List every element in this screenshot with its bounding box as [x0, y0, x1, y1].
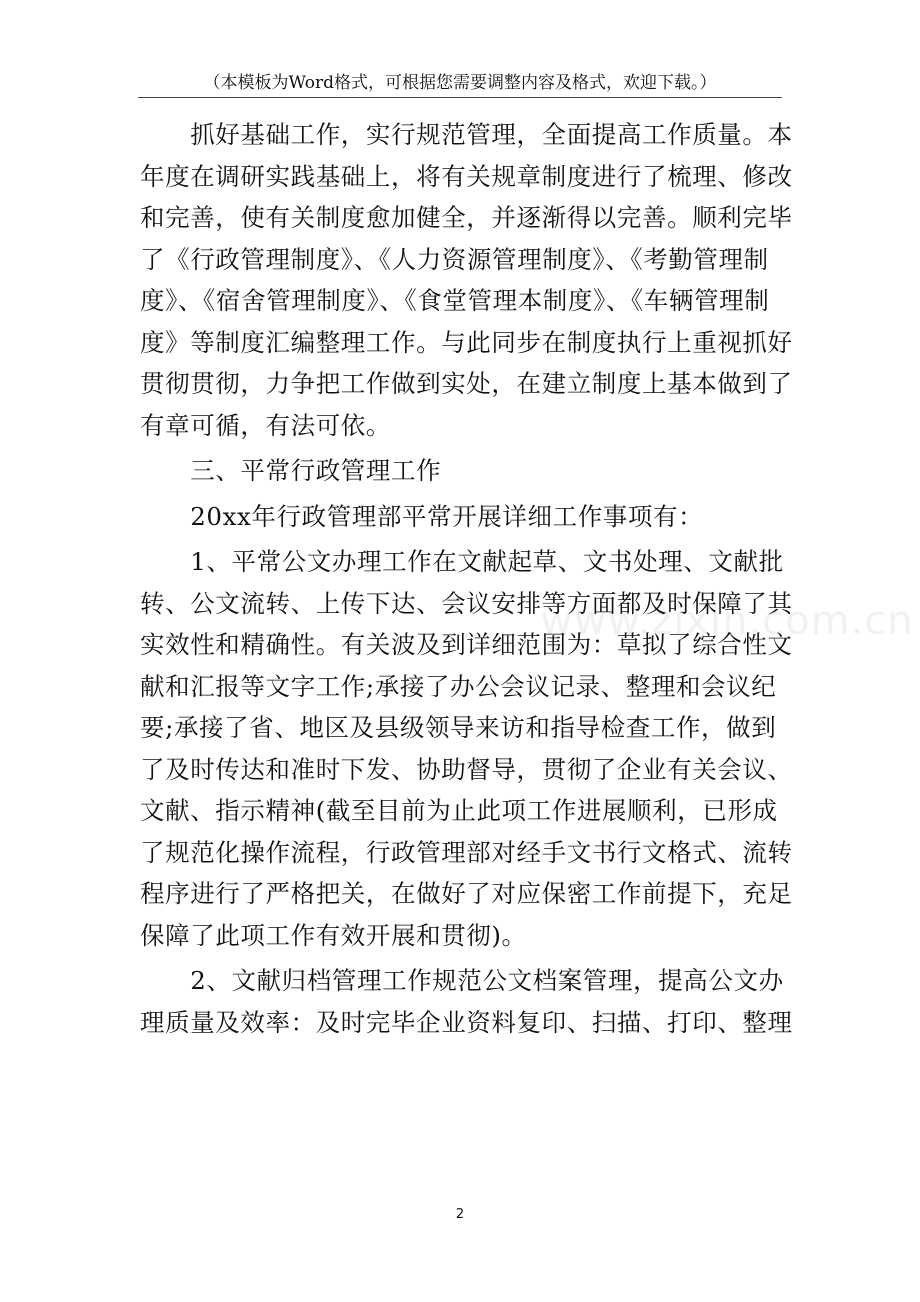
text-line: 度》等制度汇编整理工作。与此同步在制度执行上重视抓好 — [140, 327, 793, 357]
text-line: 了《行政管理制度》、《人力资源管理制度》、《考勤管理制 — [140, 244, 769, 274]
paragraph — [140, 496, 800, 538]
paragraph — [140, 114, 800, 446]
text-line: 保障了此项工作有效开展和贯彻)。 — [140, 920, 527, 950]
text-line: 了及时传达和准时下发、协助督导，贯彻了企业有关会议、 — [140, 754, 793, 784]
text-line: 2、文献归档管理工作规范公文档案管理，提高公文办 — [140, 966, 784, 995]
text-line: 献和汇报等文字工作;承接了办公会议记录、整理和会议纪 — [140, 671, 777, 701]
text-line: 三、平常行政管理工作 — [140, 456, 442, 485]
text-line: 实效性和精确性。有关波及到详细范围为：草拟了综合性文 — [140, 630, 793, 659]
page-number: 2 — [455, 1207, 465, 1222]
text-line: 贯彻贯彻，力争把工作做到实处，在建立制度上基本做到了 — [140, 369, 793, 398]
text-line: 和完善，使有关制度愈加健全，并逐渐得以完善。顺利完毕 — [140, 203, 793, 232]
text-line: 1、平常公文办理工作在文献起草、文书处理、文献批 — [140, 547, 784, 576]
text-line: 有章可循，有法可依。 — [140, 410, 391, 440]
text-line: 年度在调研实践基础上，将有关规章制度进行了梳理、修改 — [140, 161, 793, 191]
text-line: 要;承接了省、地区及县级领导来访和指导检查工作，做到 — [140, 713, 777, 742]
document-body — [140, 114, 800, 1043]
text-line: 20xx年行政管理部平常开展详细工作事项有： — [140, 501, 704, 531]
paragraph — [140, 960, 800, 1043]
text-line: 度》、《宿舍管理制度》、《食堂管理本制度》、《车辆管理制 — [140, 286, 770, 315]
template-note: （本模板为Word格式，可根据您需要调整内容及格式，欢迎下载。） — [203, 73, 717, 93]
paragraph — [140, 541, 800, 956]
text-line: 转、公文流转、上传下达、会议安排等方面都及时保障了其 — [140, 588, 793, 618]
paragraph — [140, 450, 800, 492]
text-line: 程序进行了严格把关，在做好了对应保密工作前提下，充足 — [140, 879, 793, 908]
text-line: 了规范化操作流程，行政管理部对经手文书行文格式、流转 — [140, 837, 793, 867]
text-line: 抓好基础工作，实行规范管理，全面提高工作质量。本 — [140, 120, 793, 149]
text-line: 文献、指示精神(截至目前为止此项工作进展顺利，已形成 — [140, 796, 778, 825]
watermark: www.zixin.com.cn — [540, 598, 914, 644]
header-divider — [138, 97, 782, 98]
text-line: 理质量及效率：及时完毕企业资料复印、扫描、打印、整理 — [140, 1007, 793, 1037]
